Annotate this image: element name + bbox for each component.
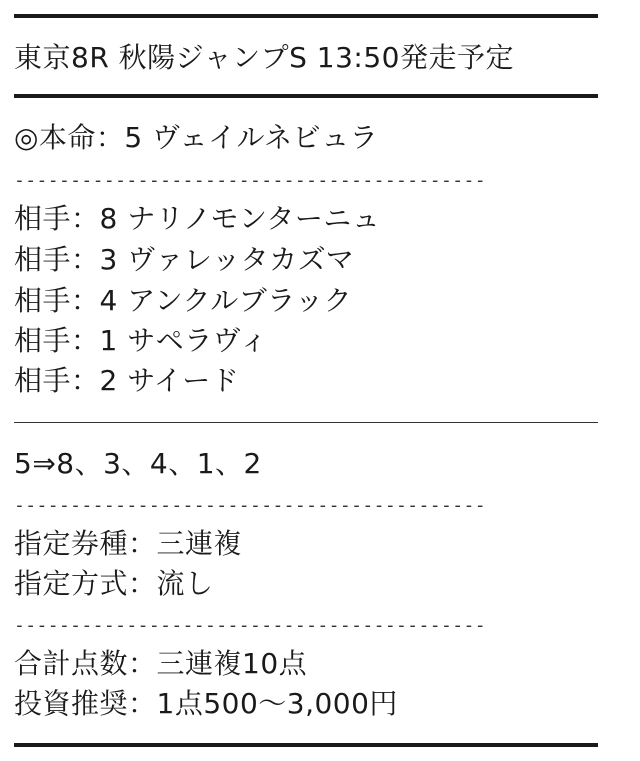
race-title: 東京8R 秋陽ジャンプS 13:50発走予定 [14, 41, 514, 74]
formation-line: 5⇒8、3、4、1、2 [14, 447, 262, 480]
section-thin-rule [14, 422, 598, 423]
aite-pick-2: 相手：3 ヴァレッタカズマ [14, 243, 355, 276]
total-points: 合計点数：三連複10点 [14, 647, 308, 680]
title-heavy-rule [14, 94, 598, 98]
bottom-heavy-rule [14, 743, 598, 747]
dash-separator: ------------------------------------------ [14, 170, 486, 191]
bet-type: 指定券種：三連複 [14, 527, 243, 560]
aite-pick-1: 相手：8 ナリノモンターニュ [14, 202, 381, 235]
dash-separator: ------------------------------------------ [14, 615, 486, 636]
aite-pick-5: 相手：2 サイード [14, 364, 240, 397]
honmei-pick: ◎本命：5 ヴェイルネビュラ [14, 121, 379, 154]
bet-method: 指定方式：流し [14, 567, 214, 600]
aite-pick-4: 相手：1 サペラヴィ [14, 324, 269, 357]
aite-pick-3: 相手：4 アンクルブラック [14, 284, 353, 317]
top-heavy-rule [14, 14, 598, 18]
dash-separator: ------------------------------------------ [14, 495, 486, 516]
stake-recommendation: 投資推奨：1点500〜3,000円 [14, 687, 398, 720]
